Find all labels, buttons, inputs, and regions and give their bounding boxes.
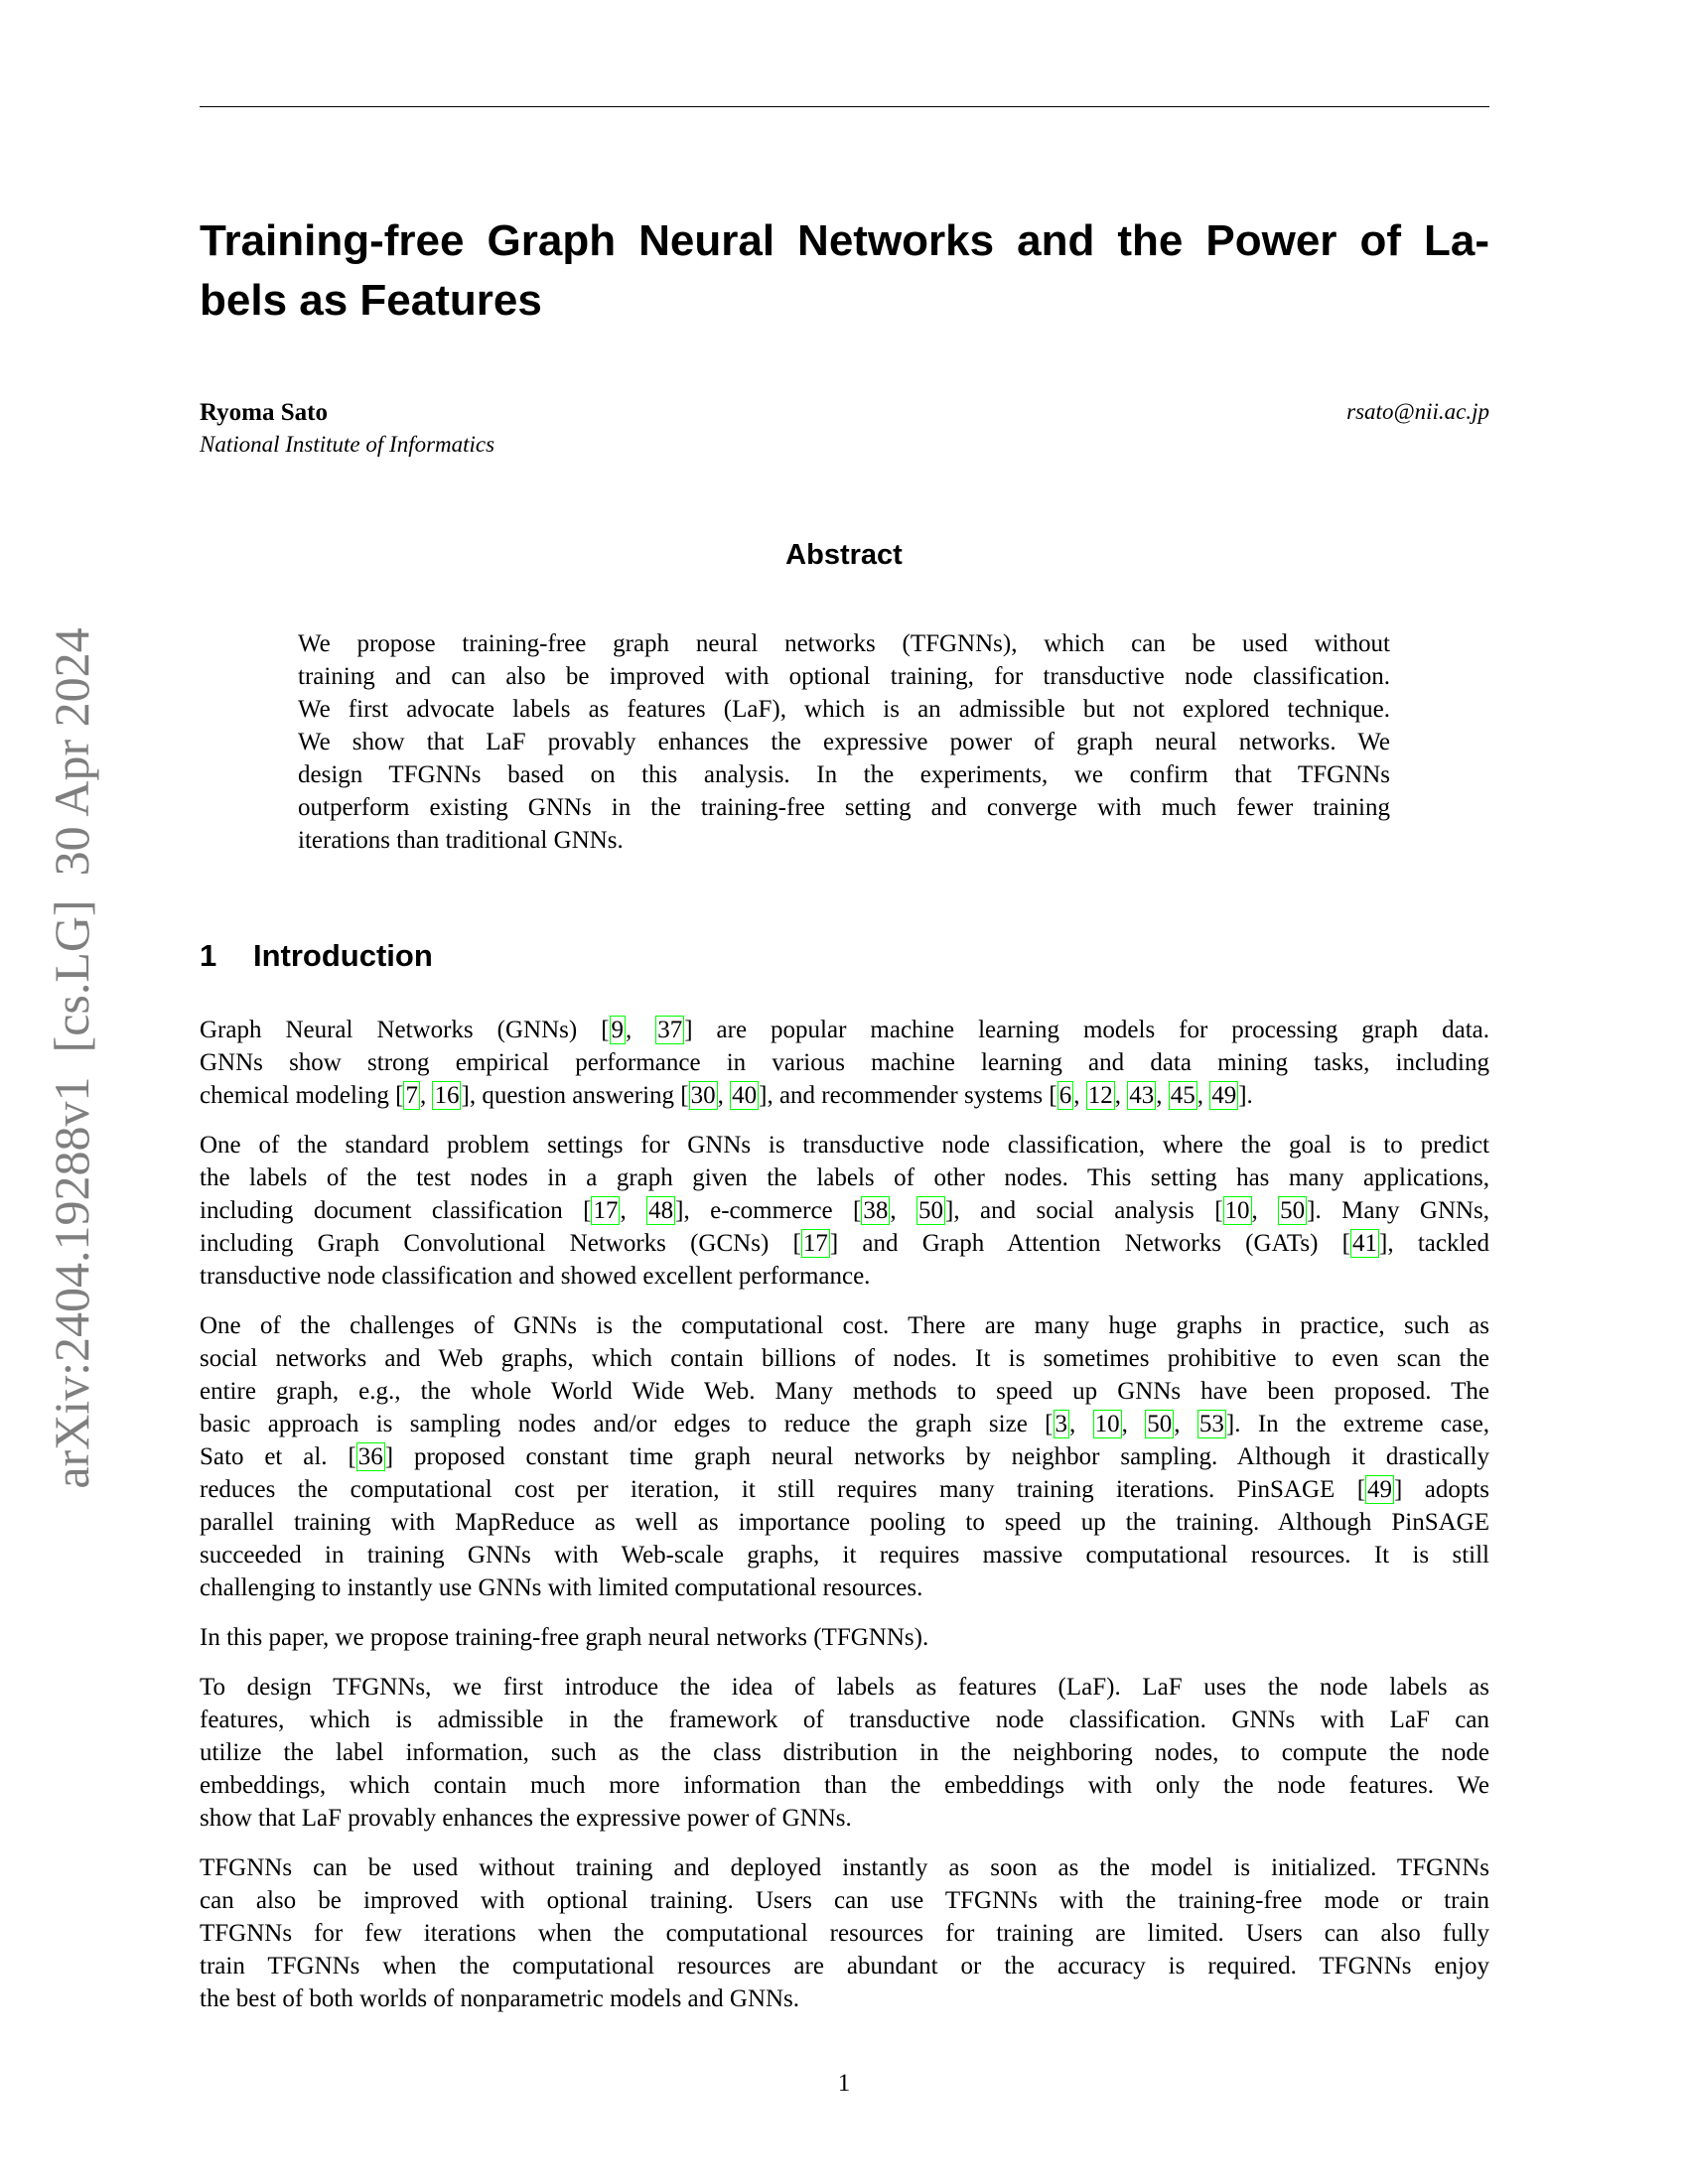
citation-link[interactable]: 30	[690, 1082, 716, 1109]
citation-link[interactable]: 43	[1129, 1082, 1155, 1109]
citation-link[interactable]: 36	[357, 1443, 383, 1470]
author-affiliation: National Institute of Informatics	[200, 432, 495, 457]
citation-link[interactable]: 17	[802, 1230, 828, 1257]
arxiv-date: 30 Apr 2024	[44, 627, 99, 877]
paragraph-line: Sato et al. [36] proposed constant time graph neural networks by neighbor sampling. Although it drastically	[200, 1443, 1490, 1470]
page-number: 1	[837, 2070, 851, 2097]
citation-link[interactable]: 50	[1280, 1197, 1306, 1224]
citation-link[interactable]: 9	[611, 1017, 625, 1043]
section-number: 1	[200, 938, 217, 973]
paragraph-line: social networks and Web graphs, which contain billions of nodes. It is sometimes prohibitive to even scan the	[200, 1345, 1489, 1372]
title-line-1: Training-free Graph Neural Networks and the Power of La-	[200, 216, 1489, 265]
paragraph-line: In this paper, we propose training-free graph neural networks (TFGNNs).	[200, 1624, 929, 1651]
arxiv-category: [cs.LG]	[44, 899, 99, 1053]
paragraph-line: the best of both worlds of nonparametric models and GNNs.	[200, 1985, 800, 2012]
paragraph-line: can also be improved with optional training. Users can use TFGNNs with the training-free mode or train	[200, 1887, 1489, 1914]
abstract-line: training and can also be improved with optional training, for transductive node classification.	[298, 663, 1390, 690]
citation-link[interactable]: 10	[1224, 1197, 1250, 1224]
citation-link[interactable]: 37	[657, 1017, 683, 1043]
citation-link[interactable]: 41	[1352, 1230, 1377, 1257]
paragraph	[200, 1671, 1489, 1835]
paragraph-line: challenging to instantly use GNNs with limited computational resources.	[200, 1574, 923, 1601]
title-line-2: bels as Features	[200, 276, 542, 325]
paragraph	[200, 1851, 1489, 2015]
citation-link[interactable]: 49	[1211, 1082, 1237, 1109]
paragraph	[200, 1014, 1489, 1112]
author-email[interactable]: rsato@nii.ac.jp	[1346, 399, 1489, 424]
author-name: Ryoma Sato	[200, 399, 328, 426]
paragraph-line: the labels of the test nodes in a graph given the labels of other nodes. This setting has many applications,	[200, 1164, 1489, 1191]
paragraph-line: GNNs show strong empirical performance in various machine learning and data mining tasks, including	[200, 1049, 1489, 1076]
paragraph-line: One of the challenges of GNNs is the computational cost. There are many huge graphs in practice, such as	[200, 1312, 1489, 1339]
citation-link[interactable]: 48	[648, 1197, 674, 1224]
abstract-line: We show that LaF provably enhances the expressive power of graph neural networks. We	[298, 729, 1390, 755]
section-title: Introduction	[253, 938, 433, 973]
paragraph-line: transductive node classification and showed excellent performance.	[200, 1263, 871, 1290]
paragraph-line: including document classification [17, 48], e-commerce [38, 50], and social analysis [10, 50]. Many GNNs,	[200, 1197, 1490, 1224]
arxiv-stamp	[43, 615, 100, 1500]
abstract-text	[298, 627, 1390, 857]
abstract-line: We propose training-free graph neural networks (TFGNNs), which can be used without	[298, 630, 1390, 657]
abstract-heading: Abstract	[785, 539, 903, 571]
paragraph-line: utilize the label information, such as the class distribution in the neighboring nodes, to compute the node	[200, 1739, 1489, 1766]
paragraph-line: TFGNNs can be used without training and deployed instantly as soon as the model is initialized. TFGNNs	[200, 1854, 1489, 1881]
citation-link[interactable]: 38	[863, 1197, 889, 1224]
citation-link[interactable]: 10	[1094, 1411, 1120, 1437]
paragraph	[200, 1309, 1489, 1604]
citation-link[interactable]: 17	[593, 1197, 619, 1224]
section-heading	[200, 938, 433, 974]
paragraph-line: succeeded in training GNNs with Web-scale graphs, it requires massive computational resources. It is still	[200, 1542, 1489, 1569]
paragraph-line: show that LaF provably enhances the expressive power of GNNs.	[200, 1805, 852, 1832]
citation-link[interactable]: 16	[434, 1082, 460, 1109]
abstract-line: design TFGNNs based on this analysis. In the experiments, we confirm that TFGNNs	[298, 761, 1390, 788]
paragraph-line: parallel training with MapReduce as well as importance pooling to speed up the training. Although PinSAGE	[200, 1509, 1489, 1536]
abstract-line: We first advocate labels as features (LaF), which is an admissible but not explored technique.	[298, 696, 1390, 723]
paragraph-line: train TFGNNs when the computational resources are abundant or the accuracy is required. TFGNNs enjoy	[200, 1953, 1489, 1979]
introduction-body	[200, 1014, 1489, 2032]
paragraph-line: Graph Neural Networks (GNNs) [9, 37] are popular machine learning models for processing graph data.	[200, 1017, 1489, 1043]
citation-link[interactable]: 50	[1147, 1411, 1173, 1437]
paragraph-line: reduces the computational cost per iteration, it still requires many training iterations. PinSAGE [49] adopts	[200, 1476, 1489, 1503]
citation-link[interactable]: 45	[1170, 1082, 1196, 1109]
header-rule	[200, 106, 1489, 107]
citation-link[interactable]: 6	[1058, 1082, 1072, 1109]
paragraph-line: TFGNNs for few iterations when the computational resources for training are limited. Users can also fully	[200, 1920, 1489, 1947]
paragraph-line: chemical modeling [7, 16], question answering [30, 40], and recommender systems [6, 12, 43, 45, 49].	[200, 1082, 1253, 1109]
citation-link[interactable]: 40	[732, 1082, 758, 1109]
abstract-line: iterations than traditional GNNs.	[298, 827, 624, 854]
citation-link[interactable]: 7	[405, 1082, 418, 1109]
paragraph-line: features, which is admissible in the framework of transductive node classification. GNNs with LaF can	[200, 1706, 1489, 1733]
citation-link[interactable]: 12	[1087, 1082, 1113, 1109]
arxiv-id: arXiv:2404.19288v1	[44, 1076, 99, 1489]
paragraph	[200, 1621, 1489, 1654]
citation-link[interactable]: 49	[1367, 1476, 1393, 1503]
citation-link[interactable]: 50	[918, 1197, 944, 1224]
paper-title	[200, 211, 1489, 331]
paragraph-line: To design TFGNNs, we first introduce the idea of labels as features (LaF). LaF uses the node labels as	[200, 1674, 1489, 1701]
abstract-line: outperform existing GNNs in the training-free setting and converge with much fewer training	[298, 794, 1390, 821]
paragraph-line: entire graph, e.g., the whole World Wide Web. Many methods to speed up GNNs have been proposed. The	[200, 1378, 1489, 1405]
paragraph-line: including Graph Convolutional Networks (GCNs) [17] and Graph Attention Networks (GATs) [41], tackled	[200, 1230, 1489, 1257]
paragraph	[200, 1129, 1489, 1293]
paragraph-line: basic approach is sampling nodes and/or edges to reduce the graph size [3, 10, 50, 53]. In the extreme case,	[200, 1411, 1490, 1437]
citation-link[interactable]: 3	[1055, 1411, 1067, 1437]
paragraph-line: embeddings, which contain much more information than the embeddings with only the node features. We	[200, 1772, 1489, 1799]
paragraph-line: One of the standard problem settings for GNNs is transductive node classification, where the goal is to predict	[200, 1132, 1489, 1159]
citation-link[interactable]: 53	[1198, 1411, 1224, 1437]
